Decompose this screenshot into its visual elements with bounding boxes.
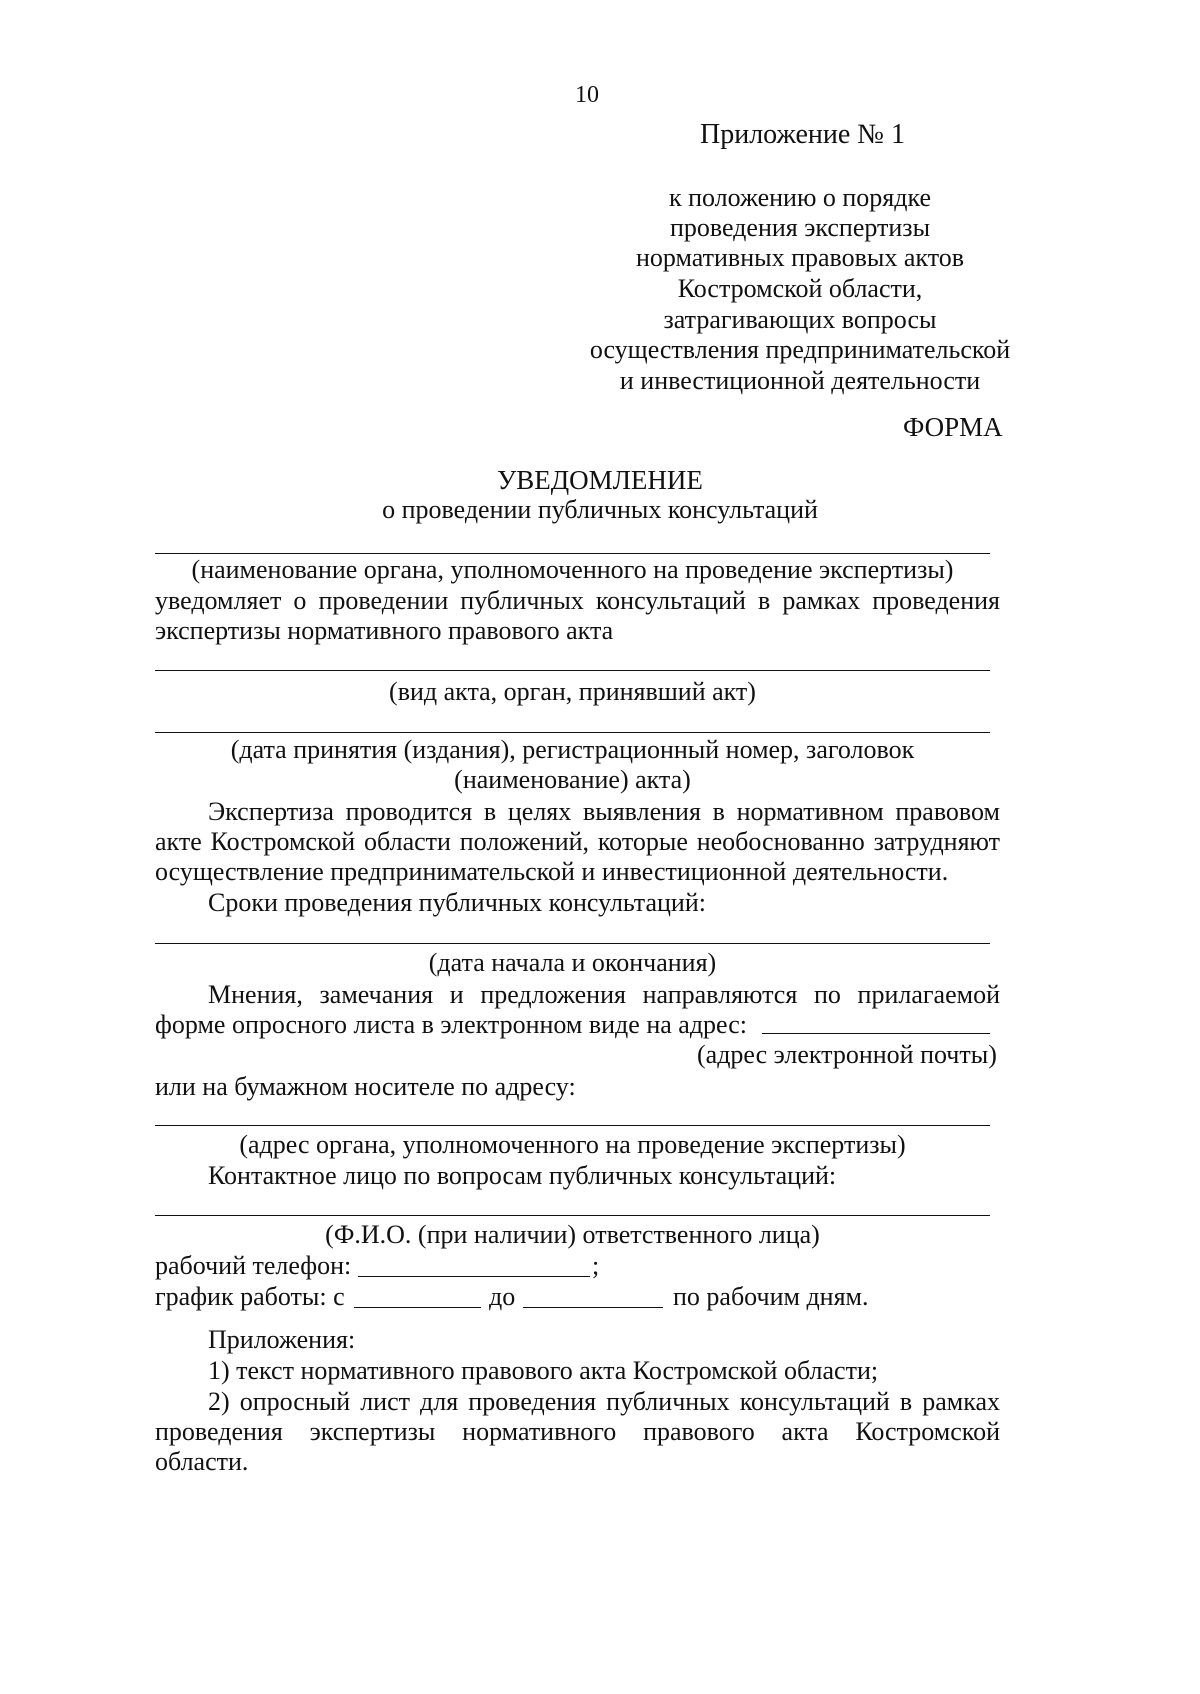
fill-line-fio <box>155 1215 990 1216</box>
schedule-label: график работы: с <box>155 1282 345 1311</box>
purpose-text: акте Костромской области положений, которые необоснованно затрудняют <box>155 827 1000 856</box>
schedule-to: до <box>489 1282 516 1311</box>
fill-line-phone <box>358 1276 590 1277</box>
appendix-line: и инвестиционной деятельности <box>619 366 981 395</box>
attachment-item: области. <box>155 1447 249 1476</box>
opinions-text: Мнения, замечания и предложения направляются по прилагаемой <box>208 980 1000 1009</box>
caption-act-type: (вид акта, орган, принявший акт) <box>389 677 756 706</box>
fill-line-address <box>155 1125 990 1126</box>
notice-subtitle: о проведении публичных консультаций <box>382 495 818 524</box>
purpose-text: осуществление предпринимательской и инвестиционной деятельности. <box>155 857 949 886</box>
caption-organ: (наименование органа, уполномоченного на проведение экспертизы) <box>191 555 954 584</box>
caption-email: (адрес электронной почты) <box>697 1040 997 1069</box>
phone-label: рабочий телефон: <box>155 1251 352 1280</box>
fill-line-schedule-from <box>354 1307 481 1308</box>
form-label: ФОРМА <box>903 412 1003 442</box>
appendix-line: нормативных правовых актов <box>635 243 965 272</box>
notify-text: экспертизы нормативного правового акта <box>155 616 614 645</box>
appendix-line: затрагивающих вопросы <box>663 305 937 334</box>
opinions-text: форме опросного листа в электронном виде на адрес: <box>155 1010 747 1039</box>
attachment-item: проведения экспертизы нормативного правового акта Костромской <box>155 1417 1000 1446</box>
fill-line-act-date <box>155 732 990 733</box>
caption-fio: (Ф.И.О. (при наличии) ответственного лица) <box>325 1220 820 1249</box>
fill-line-organ <box>155 553 990 554</box>
caption-dates: (дата начала и окончания) <box>428 948 717 977</box>
notice-title: УВЕДОМЛЕНИЕ <box>497 465 703 495</box>
attachment-item: 2) опросный лист для проведения публичных консультаций в рамках <box>208 1387 1000 1416</box>
schedule-end: по рабочим дням. <box>673 1282 869 1311</box>
appendix-title: Приложение № 1 <box>700 119 905 150</box>
purpose-text: Экспертиза проводится в целях выявления в нормативном правовом <box>208 797 1000 826</box>
fill-line-schedule-to <box>523 1307 663 1308</box>
attachments-title: Приложения: <box>208 1325 356 1354</box>
contact-text: Контактное лицо по вопросам публичных консультаций: <box>208 1161 837 1190</box>
attachment-item: 1) текст нормативного правового акта Костромской области; <box>208 1356 879 1385</box>
paper-text: или на бумажном носителе по адресу: <box>155 1072 576 1101</box>
phone-end: ; <box>592 1251 600 1280</box>
caption-act-date: (наименование) акта) <box>454 765 691 794</box>
appendix-line: осуществления предпринимательской <box>589 335 1011 364</box>
terms-text: Сроки проведения публичных консультаций: <box>208 888 706 917</box>
page-number: 10 <box>575 82 599 108</box>
fill-line-email <box>762 1033 990 1034</box>
appendix-line: Костромской области, <box>677 274 923 303</box>
notify-text: уведомляет о проведении публичных консультаций в рамках проведения <box>155 586 1000 615</box>
caption-act-date: (дата принятия (издания), регистрационный номер, заголовок <box>230 735 915 764</box>
caption-address: (адрес органа, уполномоченного на проведение экспертизы) <box>239 1130 906 1159</box>
fill-line-dates <box>155 943 990 944</box>
appendix-line: к положению о порядке <box>668 183 932 212</box>
appendix-line: проведения экспертизы <box>669 213 931 242</box>
fill-line-act-type <box>155 670 990 671</box>
